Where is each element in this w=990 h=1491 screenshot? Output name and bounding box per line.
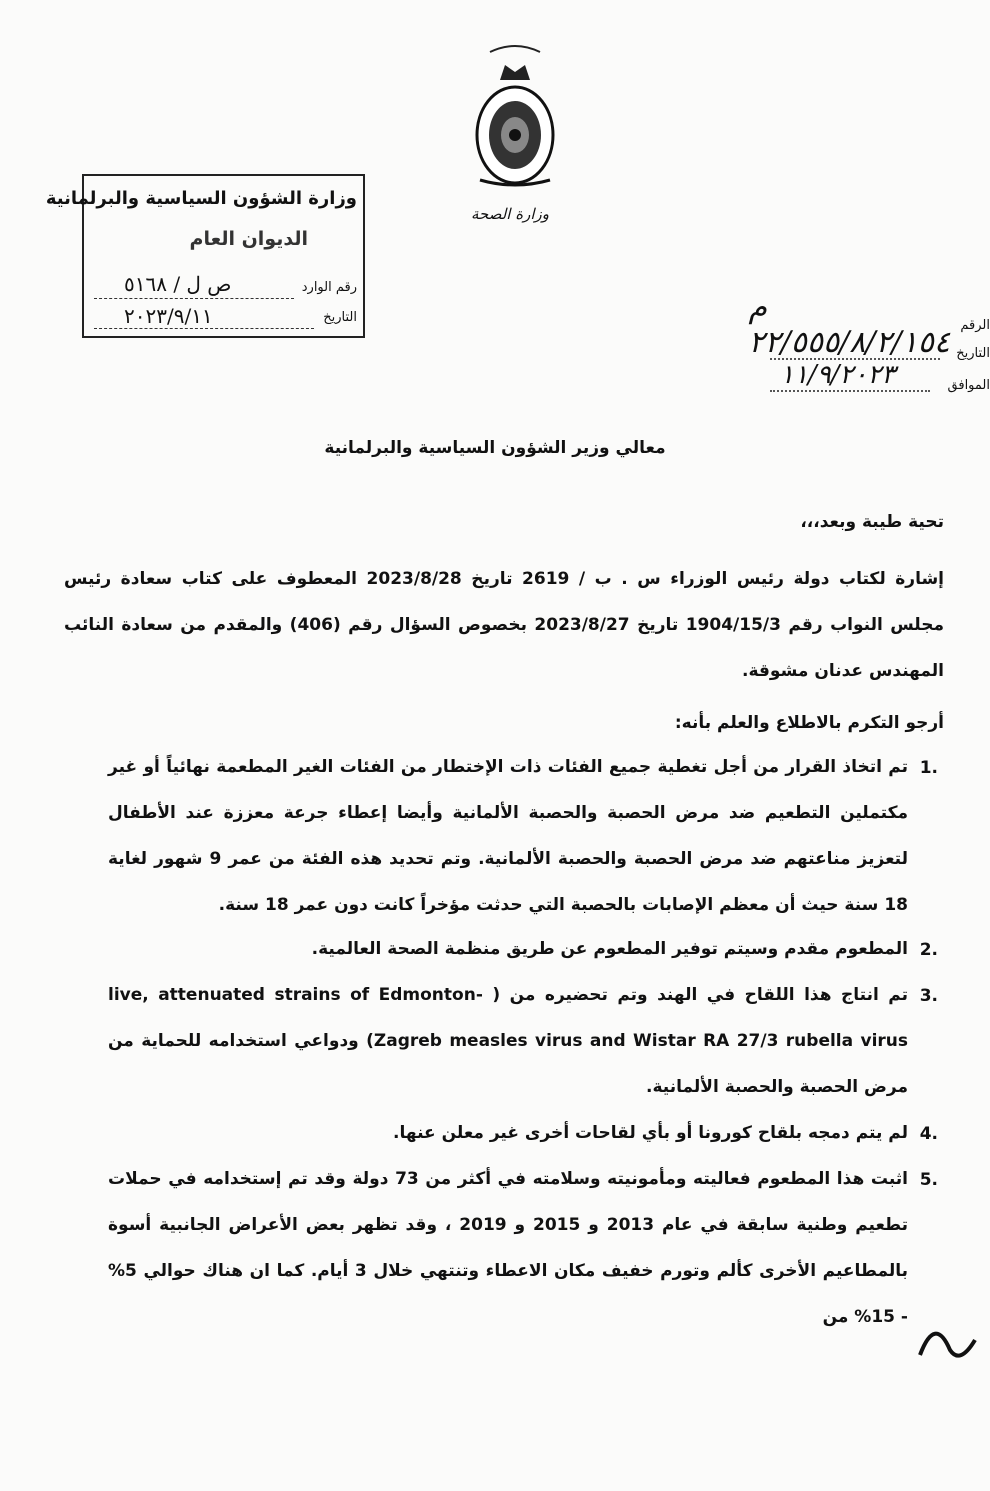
list-item: لم يتم دمجه بلقاح كورونا أو بأي لقاحات أخرى غير معلن عنها. xyxy=(393,1123,908,1143)
stamp-incoming-value: ص ل / ٥١٦٨ xyxy=(124,272,232,296)
item-number: 5. xyxy=(919,1170,938,1190)
addressee: معالي وزير الشؤون السياسية والبرلمانية xyxy=(324,438,666,458)
list-item: المطعوم مقدم وسيتم توفير المطعوم عن طريق منظمة الصحة العالمية. xyxy=(311,939,908,959)
stamp-date-value: ٢٠٢٣/٩/١١ xyxy=(124,304,213,328)
coat-of-arms-emblem xyxy=(470,40,560,190)
signature-mark xyxy=(915,1310,985,1380)
item-number: 3. xyxy=(919,986,938,1006)
reference-corresponding-label: الموافق xyxy=(947,378,990,393)
stamp-ministry: وزارة الشؤون السياسية والبرلمانية xyxy=(45,188,357,209)
list-item: تم اتخاذ القرار من أجل تغطية جميع الفئات ذات الإختطار من الفئات الغير المطعمة نهائياً أو غير مكتملين التطعيم ضد مرض الحصبة والحصبة الألمانية وأيضا إعطاء جرعة معززة عند الأطفال لتعزيز مناعتهم ضد مرض الحصبة والحصبة الألمانية. وتم تحديد هذه الفئة من عمر 9 شهور لغاية 18 سنة حيث أن معظم الإصابات بالحصبة التي حدثت مؤخراً كانت دون عمر 18 سنة. xyxy=(108,757,908,915)
list-item: تم انتاج هذا اللقاح في الهند وتم تحضيره من ( live, attenuated strains of Edmonton-Zagreb measles virus and Wistar RA 27/3 rubella virus) ودواعي استخدامه للحماية من مرض الحصبة والحصبة الألمانية. xyxy=(108,985,908,1097)
stamp-date-line xyxy=(94,328,314,329)
item-number: 1. xyxy=(919,758,938,778)
stamp-incoming-label: رقم الوارد xyxy=(301,280,357,295)
reference-number-value: م ٢٢/٥٥٥/٨/٢/١٥٤ xyxy=(748,290,950,360)
intro-paragraph: إشارة لكتاب دولة رئيس الوزراء س . ب / 2619 تاريخ 2023/8/28 المعطوف على كتاب سعادة رئيس مجلس النواب رقم 1904/15/3 تاريخ 2023/8/27 بخصوص السؤال رقم (406) والمقدم من سعادة النائب المهندس عدنان مشوقة. xyxy=(64,569,945,681)
item-number: 4. xyxy=(919,1124,938,1144)
reference-corresponding-value: ١١/٩/٢٠٢٣ xyxy=(780,360,896,390)
reference-date-label: التاريخ xyxy=(956,346,990,361)
ministry-name: وزارة الصحة xyxy=(471,205,549,223)
request-line: أرجو التكرم بالاطلاع والعلم بأنه: xyxy=(674,713,944,733)
stamp-department: الديوان العام xyxy=(189,228,308,250)
reference-number-label: الرقم xyxy=(960,318,990,333)
incoming-stamp xyxy=(45,174,365,338)
greeting: تحية طيبة وبعد،،، xyxy=(800,512,944,532)
item-number: 2. xyxy=(919,940,938,960)
stamp-incoming-line xyxy=(94,298,294,299)
reference-block xyxy=(748,290,990,410)
list-item: اثبت هذا المطعوم فعاليته ومأمونيته وسلامته في أكثر من 73 دولة وقد تم إستخدامه في حملات تطعيم وطنية سابقة في عام 2013 و 2015 و 2019 ، وقد تظهر بعض الأعراض الجانبية أسوة بالمطاعيم الأخرى كألم وتورم خفيف مكان الاعطاء وتنتهي خلال 3 أيام. كما ان هناك حوالي 5% - 15% من xyxy=(108,1169,909,1327)
reference-corresponding-line xyxy=(770,390,930,392)
stamp-date-label: التاريخ xyxy=(323,310,357,325)
